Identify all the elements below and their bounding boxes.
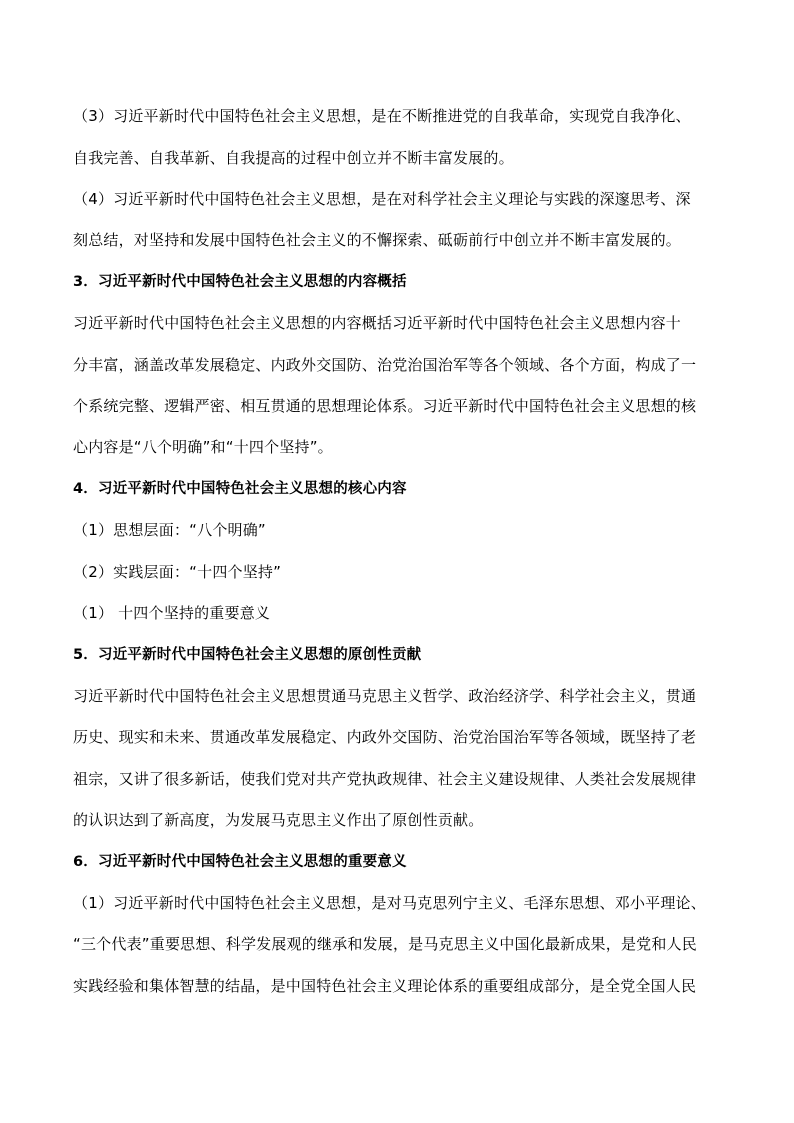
paragraph-line: 习近平新时代中国特色社会主义思想的内容概括习近平新时代中国特色社会主义思想内容十 — [73, 314, 682, 332]
list-item: （1）思想层面：“八个明确” — [73, 521, 266, 539]
paragraph-line: 刻总结，对坚持和发展中国特色社会主义的不懈探索、砥砺前行中创立并不断丰富发展的。 — [73, 231, 682, 249]
paragraph-line: 历史、现实和未来、贯通改革发展稳定、内政外交国防、治党治国治军等各领域，既坚持了老 — [73, 728, 697, 746]
list-item: （2）实践层面：“十四个坚持” — [73, 563, 282, 581]
paragraph-line: 自我完善、自我革新、自我提高的过程中创立并不断丰富发展的。 — [73, 149, 514, 167]
paragraph-line: 心内容是“八个明确”和“十四个坚持”。 — [73, 438, 333, 456]
paragraph-line: 的认识达到了新高度，为发展马克思主义作出了原创性贡献。 — [73, 811, 484, 829]
paragraph-line: 习近平新时代中国特色社会主义思想贯通马克思主义哲学、政治经济学、科学社会主义，贯通 — [73, 687, 697, 705]
section-heading-3: 3．习近平新时代中国特色社会主义思想的内容概括 — [73, 274, 407, 290]
paragraph-line: 祖宗，又讲了很多新话，使我们党对共产党执政规律、社会主义建设规律、人类社会发展规律 — [73, 770, 697, 788]
paragraph-line: “三个代表”重要思想、科学发展观的继承和发展，是马克思主义中国化最新成果，是党和人民 — [73, 935, 697, 953]
paragraph-line: （4）习近平新时代中国特色社会主义思想，是在对科学社会主义理论与实践的深邃思考、深 — [73, 190, 691, 208]
paragraph-line: （3）习近平新时代中国特色社会主义思想，是在不断推进党的自我革命，实现党自我净化、 — [73, 107, 691, 125]
paragraph-line: 分丰富，涵盖改革发展稳定、内政外交国防、治党治国治军等各个领域、各个方面，构成了一 — [73, 356, 697, 374]
section-heading-5: 5．习近平新时代中国特色社会主义思想的原创性贡献 — [73, 647, 422, 663]
paragraph-line: （1）习近平新时代中国特色社会主义思想，是对马克思列宁主义、毛泽东思想、邓小平理论、 — [73, 894, 706, 912]
section-heading-4: 4．习近平新时代中国特色社会主义思想的核心内容 — [73, 481, 407, 497]
paragraph-line: 个系统完整、逻辑严密、相互贯通的思想理论体系。习近平新时代中国特色社会主义思想的核 — [73, 397, 697, 415]
list-item: （1） 十四个坚持的重要意义 — [73, 604, 271, 622]
section-heading-6: 6．习近平新时代中国特色社会主义思想的重要意义 — [73, 854, 407, 870]
paragraph-line: 实践经验和集体智慧的结晶，是中国特色社会主义理论体系的重要组成部分，是全党全国人民 — [73, 977, 697, 995]
